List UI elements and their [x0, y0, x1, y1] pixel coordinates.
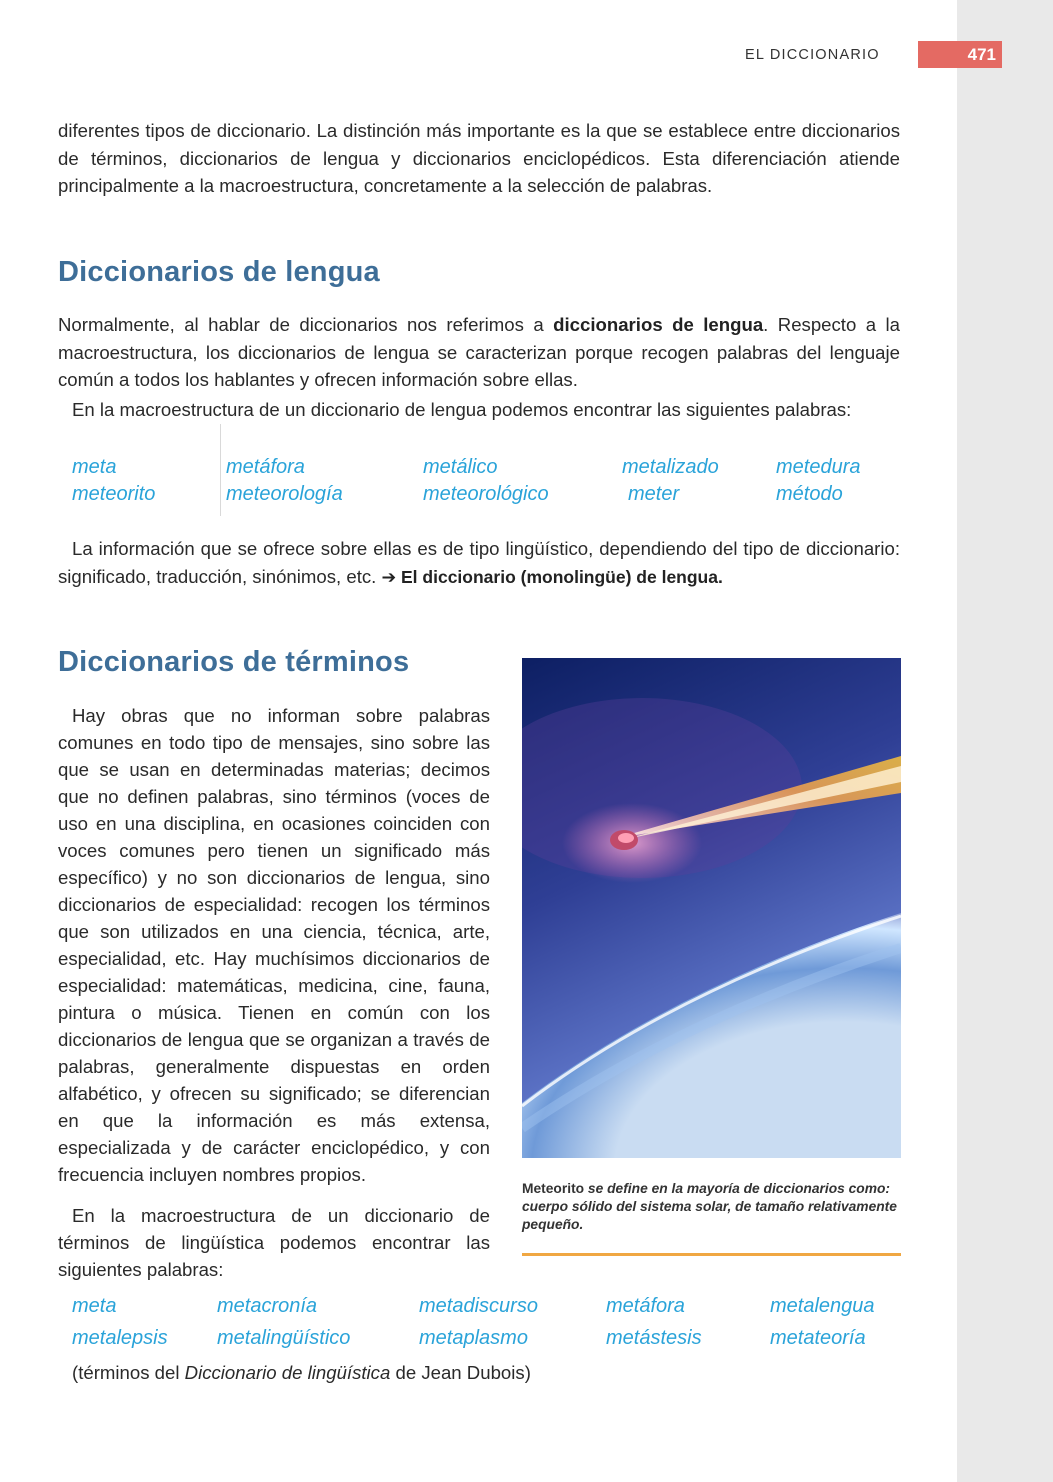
- source-after: de Jean Dubois): [390, 1362, 531, 1383]
- caption-rule: [522, 1253, 901, 1256]
- heading-diccionarios-terminos: Diccionarios de términos: [58, 646, 410, 678]
- source-before: (términos del: [72, 1362, 185, 1383]
- lengua-paragraph-1: [58, 311, 900, 394]
- lengua-p1-after: . Respecto a la macroestructura, los diccionarios de lengua se caracterizan porque recogen palabras del lenguaje común a todos los hablantes y ofrecen información sobre ellas.: [58, 314, 901, 390]
- lengua-word: meter: [628, 483, 680, 505]
- lengua-word: meta: [72, 456, 117, 478]
- lengua-p1-before: Normalmente, al hablar de diccionarios nos referimos a: [58, 314, 554, 335]
- page-margin-band: [957, 0, 1053, 1482]
- intro-paragraph: diferentes tipos de diccionario. La distinción más importante es la que se establece entre diccionarios de términos, diccionarios de lengua y diccionarios enciclopédicos. Esta diferenciación atiende principalmente a la macroestructura, concretamente a la selección de palabras.: [58, 120, 900, 196]
- meteorite-photo: [522, 658, 901, 1158]
- cross-reference-link[interactable]: ➔ El diccionario (monolingüe) de lengua.: [381, 566, 723, 587]
- page-number: 471: [918, 41, 1002, 68]
- terminos-word: metalengua: [770, 1295, 875, 1317]
- terminos-word: metalingüístico: [217, 1327, 351, 1349]
- terminos-word: metaplasmo: [419, 1327, 528, 1349]
- terminos-word: meta: [72, 1295, 117, 1317]
- lengua-word: método: [776, 483, 843, 505]
- lengua-p3-text: La información que se ofrece sobre ellas es de tipo lingüístico, dependiendo del tipo de diccionario: significado, traducción, sinónimos, etc.: [58, 538, 900, 587]
- terminos-word: metacronía: [217, 1295, 318, 1317]
- terminos-paragraph-2: En la macroestructura de un diccionario de términos de lingüística podemos encontrar las siguientes palabras:: [58, 1205, 490, 1280]
- terminos-word: metástesis: [606, 1327, 702, 1349]
- terminos-word: metáfora: [606, 1295, 685, 1317]
- photo-caption: [522, 1180, 902, 1234]
- meteorite-illustration: [522, 658, 901, 1158]
- source-title: Diccionario de lingüística: [184, 1362, 391, 1383]
- lengua-p1-strong: diccionarios de lengua: [553, 314, 764, 335]
- terminos-paragraph-1: Hay obras que no informan sobre palabras comunes en todo tipo de mensajes, sino sobre las que se usan en determinadas materias; decimos que no definen palabras, sino términos (voces de uso en una disciplina, en ocasiones coinciden con voces comunes pero tienen un significado más específico) y no son diccionarios de lengua, sino diccionarios de especialidad: recogen los términos que son utilizados en una ciencia, técnica, arte, especialidad, etc. Hay muchísimos diccionarios de especialidad: matemáticas, medicina, cine, fauna, pintura o música. Tienen en común con los diccionarios de lengua que se organizan a través de palabras, generalmente dispuestas en orden alfabético, y ofrecen su significado; se diferencian en que la información es más extensa, especializada y de carácter enciclopédico, y con frecuencia incluyen nombres propios.: [58, 705, 490, 1185]
- lengua-word: metedura: [776, 456, 861, 478]
- caption-term: Meteorito: [522, 1181, 585, 1196]
- word-column-rule: [220, 424, 221, 516]
- running-title: EL DICCIONARIO: [745, 47, 880, 63]
- lengua-word: meteorito: [72, 483, 156, 505]
- heading-diccionarios-lengua: Diccionarios de lengua: [58, 256, 380, 288]
- lengua-paragraph-2: En la macroestructura de un diccionario de lengua podemos encontrar las siguientes palabras:: [72, 399, 852, 420]
- terminos-word: metadiscurso: [419, 1295, 538, 1317]
- terminos-word: metateoría: [770, 1327, 866, 1349]
- lengua-word: meteorológico: [423, 483, 549, 505]
- lengua-paragraph-3: [58, 535, 900, 591]
- lengua-word: metálico: [423, 456, 498, 478]
- terminos-word: metalepsis: [72, 1327, 168, 1349]
- lengua-word: meteorología: [226, 483, 343, 505]
- source-note: [72, 1362, 531, 1384]
- lengua-word: metáfora: [226, 456, 305, 478]
- caption-definition: se define en la mayoría de diccionarios como: cuerpo sólido del sistema solar, de tamaño relativamente pequeño.: [522, 1181, 897, 1232]
- lengua-word: metalizado: [622, 456, 719, 478]
